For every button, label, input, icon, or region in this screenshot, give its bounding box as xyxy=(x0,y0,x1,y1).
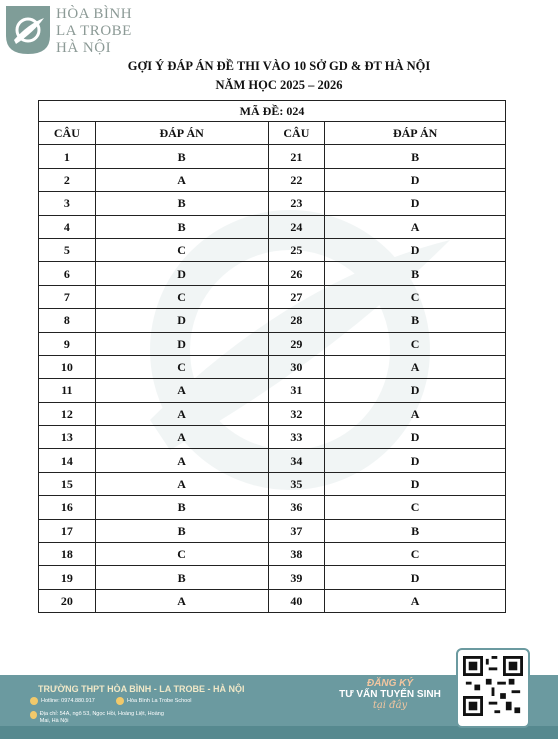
question-number: 28 xyxy=(268,309,325,332)
answer-letter: B xyxy=(325,145,506,168)
question-number: 17 xyxy=(39,519,96,542)
table-row xyxy=(39,519,506,542)
answer-letter: D xyxy=(95,309,268,332)
question-number: 11 xyxy=(39,379,96,402)
table-row xyxy=(39,192,506,215)
question-number: 32 xyxy=(268,402,325,425)
exam-code: MÃ ĐỀ: 024 xyxy=(39,101,506,122)
table-row xyxy=(39,402,506,425)
logo-line-3: HÀ NỘI xyxy=(56,40,112,56)
question-number: 37 xyxy=(268,519,325,542)
answer-letter: B xyxy=(325,262,506,285)
question-number: 4 xyxy=(39,215,96,238)
answer-letter: C xyxy=(95,355,268,378)
answer-letter: B xyxy=(95,215,268,238)
question-number: 33 xyxy=(268,426,325,449)
facebook-text: Hòa Bình La Trobe School xyxy=(127,698,192,704)
table-row xyxy=(39,168,506,191)
school-logo xyxy=(6,6,132,57)
table-row xyxy=(39,355,506,378)
question-number: 20 xyxy=(39,589,96,612)
answer-letter: C xyxy=(325,332,506,355)
question-number: 40 xyxy=(268,589,325,612)
answer-table xyxy=(38,100,506,613)
question-number: 2 xyxy=(39,168,96,191)
answer-letter: D xyxy=(325,449,506,472)
answer-letter: B xyxy=(95,519,268,542)
question-number: 24 xyxy=(268,215,325,238)
question-number: 26 xyxy=(268,262,325,285)
table-row xyxy=(39,285,506,308)
school-year: NĂM HỌC 2025 – 2026 xyxy=(215,78,343,92)
question-number: 8 xyxy=(39,309,96,332)
question-number: 36 xyxy=(268,496,325,519)
question-number: 15 xyxy=(39,472,96,495)
question-number: 34 xyxy=(268,449,325,472)
footer-school-name: TRƯỜNG THPT HÒA BÌNH - LA TROBE - HÀ NỘI xyxy=(38,684,245,694)
phone-icon xyxy=(30,697,38,705)
address-text: Địa chỉ: 54A, ngõ 53, Ngọc Hồi, Hoàng Liệt, Hoàng Mai, Hà Nội xyxy=(39,711,164,724)
footer-hotline xyxy=(30,697,95,705)
question-number: 30 xyxy=(268,355,325,378)
page-title: GỢI Ý ĐÁP ÁN ĐỀ THI VÀO 10 SỞ GD & ĐT HÀ NỘI xyxy=(127,59,431,73)
table-row xyxy=(39,472,506,495)
footer-address xyxy=(30,711,170,725)
answer-letter: C xyxy=(95,238,268,261)
answer-letter: C xyxy=(95,543,268,566)
facebook-icon xyxy=(116,697,124,705)
table-row xyxy=(39,589,506,612)
answer-letter: A xyxy=(95,379,268,402)
answer-letter: D xyxy=(325,238,506,261)
answer-letter: D xyxy=(325,168,506,191)
answer-letter: B xyxy=(95,192,268,215)
exam-code-row xyxy=(39,101,506,122)
answer-letter: C xyxy=(325,285,506,308)
answer-letter: B xyxy=(325,309,506,332)
answer-letter: D xyxy=(325,379,506,402)
table-row xyxy=(39,145,506,168)
answer-letter: A xyxy=(95,449,268,472)
answer-letter: C xyxy=(95,285,268,308)
register-title: ĐĂNG KÝ xyxy=(366,678,414,689)
question-number: 22 xyxy=(268,168,325,191)
location-pin-icon xyxy=(30,711,37,719)
answer-letter: B xyxy=(325,519,506,542)
header-row xyxy=(39,122,506,145)
table-row xyxy=(39,496,506,519)
answer-letter: A xyxy=(95,589,268,612)
register-subtitle: TƯ VẤN TUYỂN SINH xyxy=(339,689,441,700)
question-number: 19 xyxy=(39,566,96,589)
hotline-text: Hotline: 0974.880.917 xyxy=(41,698,95,704)
question-number: 6 xyxy=(39,262,96,285)
question-number: 9 xyxy=(39,332,96,355)
answer-letter: C xyxy=(325,496,506,519)
logo-line-1: HÒA BÌNH xyxy=(56,6,133,22)
answer-letter: C xyxy=(325,543,506,566)
table-row xyxy=(39,449,506,472)
answer-letter: B xyxy=(95,496,268,519)
question-number: 10 xyxy=(39,355,96,378)
header-question: CÂU xyxy=(268,122,325,145)
table-row xyxy=(39,543,506,566)
school-logo-icon xyxy=(6,6,50,54)
question-number: 31 xyxy=(268,379,325,402)
table-row xyxy=(39,262,506,285)
answer-letter: D xyxy=(95,332,268,355)
table-row xyxy=(39,215,506,238)
question-number: 1 xyxy=(39,145,96,168)
table-row xyxy=(39,332,506,355)
table-row xyxy=(39,309,506,332)
question-number: 21 xyxy=(268,145,325,168)
table-row xyxy=(39,426,506,449)
question-number: 38 xyxy=(268,543,325,566)
answer-letter: D xyxy=(325,472,506,495)
logo-line-2: LA TROBE xyxy=(56,23,132,39)
table-row xyxy=(39,238,506,261)
footer-facebook xyxy=(116,697,192,705)
question-number: 16 xyxy=(39,496,96,519)
question-number: 23 xyxy=(268,192,325,215)
answer-letter: B xyxy=(95,566,268,589)
question-number: 7 xyxy=(39,285,96,308)
table-row xyxy=(39,379,506,402)
answer-letter: D xyxy=(325,192,506,215)
answer-letter: A xyxy=(325,215,506,238)
answer-letter: A xyxy=(325,355,506,378)
question-number: 25 xyxy=(268,238,325,261)
header-question: CÂU xyxy=(39,122,96,145)
header-answer: ĐÁP ÁN xyxy=(95,122,268,145)
question-number: 27 xyxy=(268,285,325,308)
header-answer: ĐÁP ÁN xyxy=(325,122,506,145)
question-number: 35 xyxy=(268,472,325,495)
question-number: 13 xyxy=(39,426,96,449)
table-row xyxy=(39,566,506,589)
answer-letter: B xyxy=(95,145,268,168)
question-number: 18 xyxy=(39,543,96,566)
answer-letter: A xyxy=(95,402,268,425)
question-number: 39 xyxy=(268,566,325,589)
answer-letter: D xyxy=(325,566,506,589)
answer-letter: A xyxy=(95,426,268,449)
answer-letter: A xyxy=(325,589,506,612)
answer-letter: A xyxy=(325,402,506,425)
registration-qr-code[interactable] xyxy=(456,648,530,728)
question-number: 29 xyxy=(268,332,325,355)
qr-code-icon xyxy=(463,656,523,716)
question-number: 12 xyxy=(39,402,96,425)
question-number: 14 xyxy=(39,449,96,472)
question-number: 5 xyxy=(39,238,96,261)
question-number: 3 xyxy=(39,192,96,215)
register-callout xyxy=(330,678,450,711)
answer-letter: A xyxy=(95,472,268,495)
answer-letter: D xyxy=(325,426,506,449)
answer-letter: D xyxy=(95,262,268,285)
register-here: tại đây xyxy=(372,700,408,711)
answer-letter: A xyxy=(95,168,268,191)
